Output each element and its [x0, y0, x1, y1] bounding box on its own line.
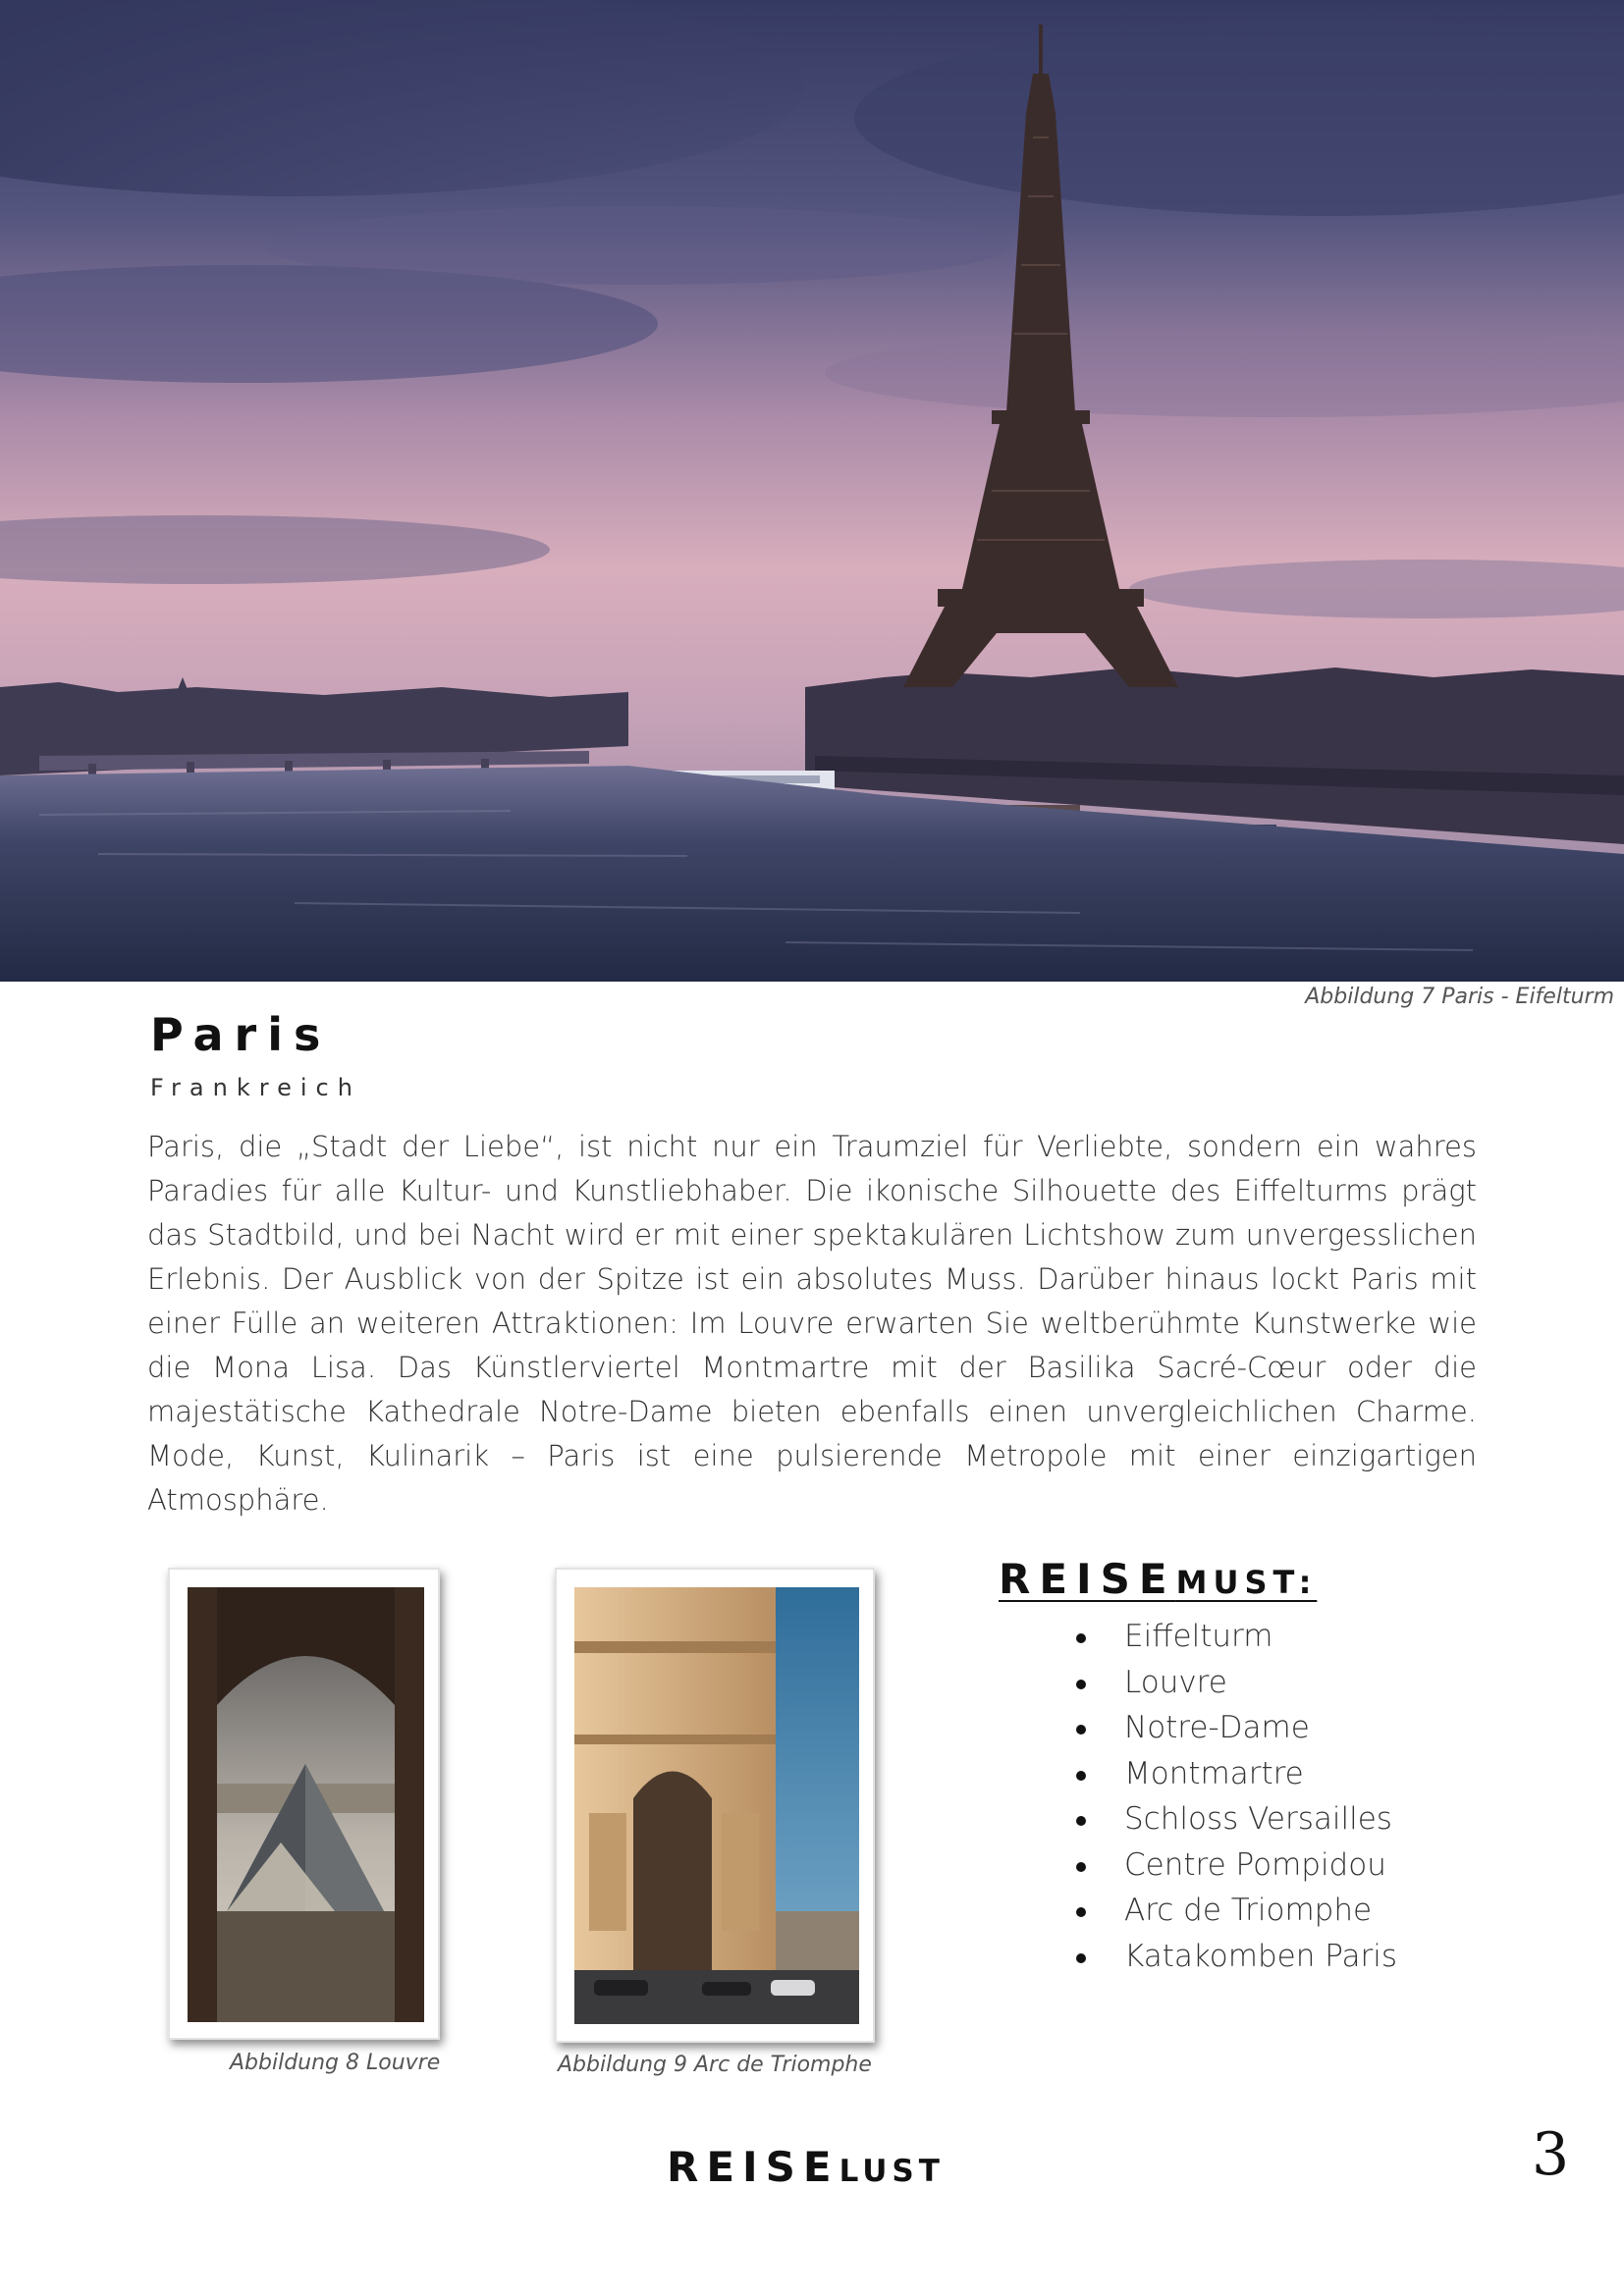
footer-brand-small: LUST — [839, 2154, 945, 2189]
louvre-photo-card — [168, 1568, 440, 2040]
footer-brand-big: REISE — [667, 2143, 839, 2191]
list-item: Centre Pompidou — [1076, 1842, 1397, 1889]
louvre-caption: Abbildung 8 Louvre — [230, 2051, 441, 2075]
list-item: Schloss Versailles — [1076, 1796, 1397, 1842]
list-item: Arc de Triomphe — [1076, 1888, 1397, 1934]
list-item: Notre-Dame — [1076, 1705, 1397, 1751]
list-item: Katakomben Paris — [1076, 1934, 1397, 1980]
list-item: Louvre — [1076, 1660, 1397, 1706]
article-body: Paris, die „Stadt der Liebe“, ist nicht nur ein Traumziel für Verliebte, sondern ein wahres Paradies für alle Kultur- und Kunstliebhaber. Die ikonische Silhouette des Eiffelturms prägt das Stadtbild, und bei Nacht wird er mit einer spektakulären Lichtshow zum unvergesslichen Erlebnis. Der Ausblick von der Spitze ist ein absolutes Muss. Darüber hinaus lockt Paris mit einer Fülle an weiteren Attraktionen: Im Louvre erwarten Sie weltberühmte Kunstwerke wie die Mona Lisa. Das Künstlerviertel Montmartre mit der Basilika Sacré-Cœur oder die majestätische Kathedrale Notre-Dame bieten ebenfalls einen unvergleichlichen Charme. Mode, Kunst, Kulinarik – Paris ist eine pulsierende Metropole mit einer einzigartigen Atmosphäre. — [147, 1130, 1477, 1517]
footer-brand — [667, 2143, 945, 2191]
list-item: Eiffelturm — [1076, 1614, 1397, 1660]
must-list — [1076, 1614, 1397, 1979]
list-item: Montmartre — [1076, 1751, 1397, 1797]
eiffel-tower-photo — [0, 0, 1624, 982]
louvre-photo — [188, 1587, 424, 2022]
arc-de-triomphe-photo — [574, 1587, 859, 2024]
page-number: 3 — [1532, 2120, 1570, 2189]
must-title-big: REISE — [999, 1555, 1176, 1603]
must-list-title — [999, 1555, 1317, 1603]
hero-caption: Abbildung 7 Paris - Eifelturm — [1305, 985, 1614, 1009]
page-subtitle: Frankreich — [150, 1074, 361, 1101]
arc-photo-card — [555, 1568, 875, 2043]
hero-photo — [0, 0, 1624, 982]
must-title-small: MUST: — [1175, 1564, 1318, 1601]
page-title: Paris — [150, 1008, 332, 1061]
arc-caption: Abbildung 9 Arc de Triomphe — [558, 2053, 872, 2077]
